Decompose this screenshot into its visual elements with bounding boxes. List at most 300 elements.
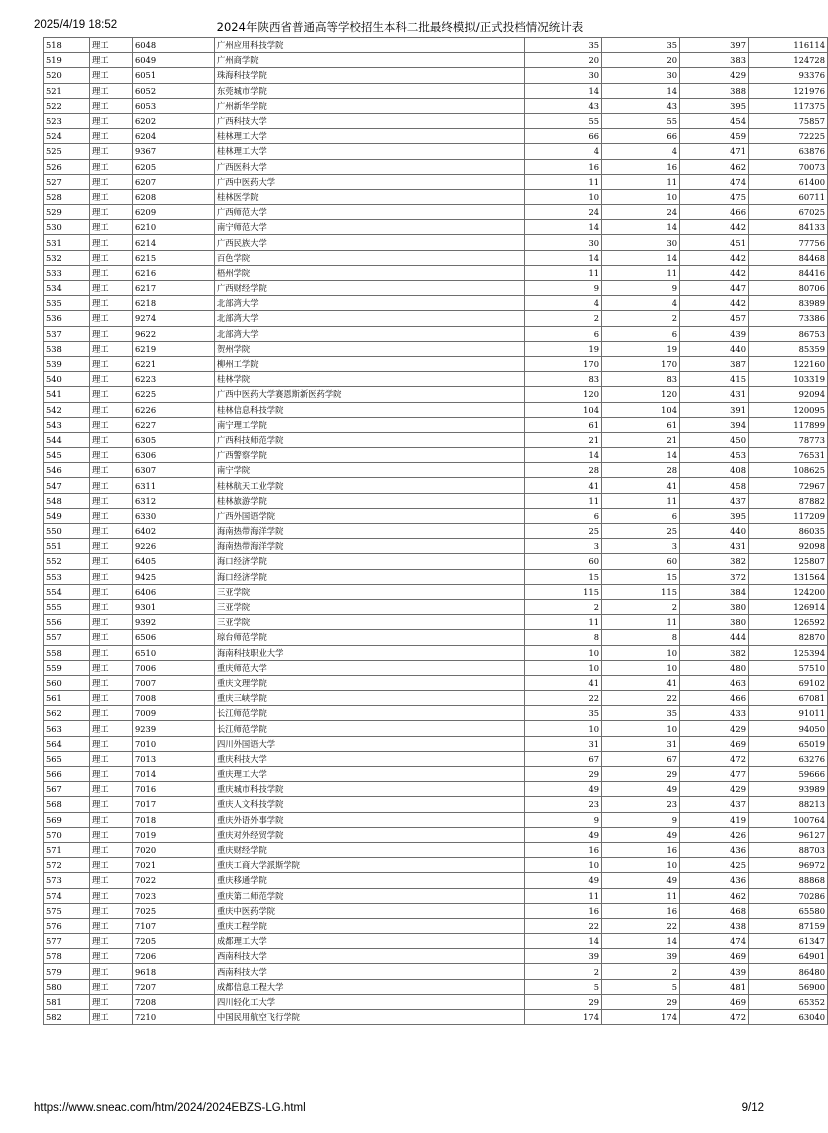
school-name-cell: 广州新华学院	[215, 98, 525, 113]
min-rank-cell: 93376	[749, 68, 828, 83]
category-cell: 理工	[90, 493, 133, 508]
category-cell: 理工	[90, 584, 133, 599]
table-row	[44, 372, 828, 387]
admitted-count-cell: 31	[602, 736, 680, 751]
category-cell: 理工	[90, 979, 133, 994]
category-cell: 理工	[90, 539, 133, 554]
admitted-count-cell: 49	[602, 873, 680, 888]
school-code-cell: 7016	[133, 782, 215, 797]
plan-count-cell: 115	[525, 584, 602, 599]
school-name-cell: 北部湾大学	[215, 311, 525, 326]
table-row	[44, 827, 828, 842]
table-row	[44, 782, 828, 797]
min-score-cell: 439	[680, 326, 749, 341]
plan-count-cell: 10	[525, 189, 602, 204]
plan-count-cell: 41	[525, 675, 602, 690]
school-name-cell: 重庆文理学院	[215, 675, 525, 690]
plan-count-cell: 10	[525, 660, 602, 675]
admitted-count-cell: 14	[602, 220, 680, 235]
row-index-cell: 519	[44, 53, 90, 68]
admitted-count-cell: 6	[602, 326, 680, 341]
table-row	[44, 964, 828, 979]
admitted-count-cell: 11	[602, 174, 680, 189]
admitted-count-cell: 4	[602, 144, 680, 159]
plan-count-cell: 4	[525, 144, 602, 159]
plan-count-cell: 14	[525, 250, 602, 265]
admitted-count-cell: 10	[602, 721, 680, 736]
school-code-cell: 7208	[133, 994, 215, 1009]
plan-count-cell: 66	[525, 129, 602, 144]
min-rank-cell: 70286	[749, 888, 828, 903]
school-code-cell: 6223	[133, 372, 215, 387]
admitted-count-cell: 4	[602, 296, 680, 311]
min-score-cell: 372	[680, 569, 749, 584]
category-cell: 理工	[90, 250, 133, 265]
row-index-cell: 578	[44, 949, 90, 964]
min-score-cell: 425	[680, 858, 749, 873]
school-name-cell: 重庆对外经贸学院	[215, 827, 525, 842]
admitted-count-cell: 10	[602, 645, 680, 660]
category-cell: 理工	[90, 858, 133, 873]
min-rank-cell: 60711	[749, 189, 828, 204]
admitted-count-cell: 15	[602, 569, 680, 584]
table-row	[44, 873, 828, 888]
school-code-cell: 6219	[133, 341, 215, 356]
min-rank-cell: 73386	[749, 311, 828, 326]
row-index-cell: 580	[44, 979, 90, 994]
school-name-cell: 三亚学院	[215, 615, 525, 630]
school-code-cell: 6202	[133, 113, 215, 128]
min-rank-cell: 87882	[749, 493, 828, 508]
min-score-cell: 382	[680, 645, 749, 660]
school-name-cell: 珠海科技学院	[215, 68, 525, 83]
table-row	[44, 68, 828, 83]
min-rank-cell: 126592	[749, 615, 828, 630]
school-code-cell: 7017	[133, 797, 215, 812]
category-cell: 理工	[90, 949, 133, 964]
row-index-cell: 574	[44, 888, 90, 903]
row-index-cell: 525	[44, 144, 90, 159]
school-code-cell: 7206	[133, 949, 215, 964]
admitted-count-cell: 61	[602, 417, 680, 432]
min-rank-cell: 82870	[749, 630, 828, 645]
row-index-cell: 581	[44, 994, 90, 1009]
table-row	[44, 38, 828, 53]
plan-count-cell: 8	[525, 630, 602, 645]
table-row	[44, 53, 828, 68]
admitted-count-cell: 41	[602, 675, 680, 690]
school-code-cell: 6311	[133, 478, 215, 493]
min-score-cell: 468	[680, 903, 749, 918]
table-row	[44, 691, 828, 706]
row-index-cell: 549	[44, 508, 90, 523]
min-rank-cell: 84133	[749, 220, 828, 235]
school-code-cell: 9622	[133, 326, 215, 341]
plan-count-cell: 2	[525, 311, 602, 326]
row-index-cell: 573	[44, 873, 90, 888]
school-code-cell: 6053	[133, 98, 215, 113]
admitted-count-cell: 14	[602, 83, 680, 98]
school-name-cell: 桂林旅游学院	[215, 493, 525, 508]
row-index-cell: 562	[44, 706, 90, 721]
min-score-cell: 429	[680, 68, 749, 83]
admitted-count-cell: 23	[602, 797, 680, 812]
min-rank-cell: 86753	[749, 326, 828, 341]
admitted-count-cell: 10	[602, 858, 680, 873]
table-row	[44, 356, 828, 371]
school-name-cell: 桂林信息科技学院	[215, 402, 525, 417]
category-cell: 理工	[90, 630, 133, 645]
school-code-cell: 6305	[133, 432, 215, 447]
row-index-cell: 540	[44, 372, 90, 387]
school-code-cell: 7014	[133, 767, 215, 782]
admission-table	[43, 37, 828, 1025]
school-code-cell: 6227	[133, 417, 215, 432]
row-index-cell: 565	[44, 751, 90, 766]
school-name-cell: 重庆财经学院	[215, 842, 525, 857]
table-row	[44, 159, 828, 174]
school-code-cell: 7205	[133, 934, 215, 949]
min-rank-cell: 121976	[749, 83, 828, 98]
admitted-count-cell: 29	[602, 767, 680, 782]
table-row	[44, 129, 828, 144]
school-name-cell: 广西科技师范学院	[215, 432, 525, 447]
plan-count-cell: 14	[525, 934, 602, 949]
min-rank-cell: 86035	[749, 524, 828, 539]
admitted-count-cell: 24	[602, 205, 680, 220]
plan-count-cell: 31	[525, 736, 602, 751]
school-name-cell: 海南科技职业大学	[215, 645, 525, 660]
category-cell: 理工	[90, 341, 133, 356]
row-index-cell: 551	[44, 539, 90, 554]
min-score-cell: 469	[680, 736, 749, 751]
school-code-cell: 6510	[133, 645, 215, 660]
school-code-cell: 9239	[133, 721, 215, 736]
plan-count-cell: 83	[525, 372, 602, 387]
school-code-cell: 7020	[133, 842, 215, 857]
row-index-cell: 579	[44, 964, 90, 979]
min-score-cell: 440	[680, 524, 749, 539]
table-row	[44, 326, 828, 341]
school-name-cell: 重庆城市科技学院	[215, 782, 525, 797]
min-rank-cell: 69102	[749, 675, 828, 690]
min-score-cell: 474	[680, 174, 749, 189]
admitted-count-cell: 49	[602, 827, 680, 842]
school-name-cell: 重庆师范大学	[215, 660, 525, 675]
admitted-count-cell: 30	[602, 235, 680, 250]
category-cell: 理工	[90, 235, 133, 250]
admitted-count-cell: 35	[602, 706, 680, 721]
table-row	[44, 250, 828, 265]
school-name-cell: 海南热带海洋学院	[215, 539, 525, 554]
school-name-cell: 南宁理工学院	[215, 417, 525, 432]
category-cell: 理工	[90, 113, 133, 128]
category-cell: 理工	[90, 144, 133, 159]
admitted-count-cell: 49	[602, 782, 680, 797]
row-index-cell: 559	[44, 660, 90, 675]
min-rank-cell: 124728	[749, 53, 828, 68]
admitted-count-cell: 20	[602, 53, 680, 68]
row-index-cell: 527	[44, 174, 90, 189]
school-name-cell: 西南科技大学	[215, 964, 525, 979]
min-rank-cell: 65580	[749, 903, 828, 918]
row-index-cell: 545	[44, 448, 90, 463]
plan-count-cell: 16	[525, 842, 602, 857]
school-name-cell: 百色学院	[215, 250, 525, 265]
table-row	[44, 842, 828, 857]
school-code-cell: 6205	[133, 159, 215, 174]
school-code-cell: 6214	[133, 235, 215, 250]
min-rank-cell: 96127	[749, 827, 828, 842]
min-rank-cell: 59666	[749, 767, 828, 782]
row-index-cell: 533	[44, 265, 90, 280]
school-name-cell: 成都信息工程大学	[215, 979, 525, 994]
min-score-cell: 442	[680, 296, 749, 311]
category-cell: 理工	[90, 903, 133, 918]
min-rank-cell: 76531	[749, 448, 828, 463]
min-rank-cell: 131564	[749, 569, 828, 584]
category-cell: 理工	[90, 751, 133, 766]
table-row	[44, 918, 828, 933]
row-index-cell: 535	[44, 296, 90, 311]
plan-count-cell: 49	[525, 827, 602, 842]
page-url: https://www.sneac.com/htm/2024/2024EBZS-LG.html	[34, 1102, 306, 1114]
school-code-cell: 9274	[133, 311, 215, 326]
min-score-cell: 471	[680, 144, 749, 159]
admitted-count-cell: 29	[602, 994, 680, 1009]
min-score-cell: 458	[680, 478, 749, 493]
school-name-cell: 桂林学院	[215, 372, 525, 387]
school-code-cell: 7007	[133, 675, 215, 690]
school-name-cell: 重庆理工大学	[215, 767, 525, 782]
min-rank-cell: 122160	[749, 356, 828, 371]
school-name-cell: 海口经济学院	[215, 554, 525, 569]
min-score-cell: 383	[680, 53, 749, 68]
plan-count-cell: 120	[525, 387, 602, 402]
min-score-cell: 436	[680, 842, 749, 857]
row-index-cell: 548	[44, 493, 90, 508]
school-name-cell: 北部湾大学	[215, 296, 525, 311]
table-row	[44, 569, 828, 584]
min-score-cell: 481	[680, 979, 749, 994]
row-index-cell: 530	[44, 220, 90, 235]
min-rank-cell: 117899	[749, 417, 828, 432]
table-row	[44, 751, 828, 766]
school-code-cell: 7023	[133, 888, 215, 903]
admitted-count-cell: 9	[602, 812, 680, 827]
school-name-cell: 重庆第二师范学院	[215, 888, 525, 903]
plan-count-cell: 35	[525, 38, 602, 53]
min-score-cell: 480	[680, 660, 749, 675]
row-index-cell: 538	[44, 341, 90, 356]
admitted-count-cell: 11	[602, 888, 680, 903]
category-cell: 理工	[90, 326, 133, 341]
row-index-cell: 553	[44, 569, 90, 584]
plan-count-cell: 5	[525, 979, 602, 994]
admitted-count-cell: 10	[602, 189, 680, 204]
admitted-count-cell: 120	[602, 387, 680, 402]
table-row	[44, 858, 828, 873]
school-name-cell: 重庆移通学院	[215, 873, 525, 888]
category-cell: 理工	[90, 964, 133, 979]
school-code-cell: 9392	[133, 615, 215, 630]
plan-count-cell: 39	[525, 949, 602, 964]
table-row	[44, 949, 828, 964]
min-rank-cell: 88703	[749, 842, 828, 857]
plan-count-cell: 29	[525, 767, 602, 782]
school-name-cell: 重庆工程学院	[215, 918, 525, 933]
plan-count-cell: 4	[525, 296, 602, 311]
school-code-cell: 7210	[133, 1010, 215, 1025]
row-index-cell: 556	[44, 615, 90, 630]
table-row	[44, 311, 828, 326]
school-code-cell: 7009	[133, 706, 215, 721]
row-index-cell: 569	[44, 812, 90, 827]
category-cell: 理工	[90, 873, 133, 888]
row-index-cell: 577	[44, 934, 90, 949]
row-index-cell: 529	[44, 205, 90, 220]
plan-count-cell: 6	[525, 508, 602, 523]
min-score-cell: 380	[680, 599, 749, 614]
table-row	[44, 508, 828, 523]
row-index-cell: 518	[44, 38, 90, 53]
category-cell: 理工	[90, 387, 133, 402]
row-index-cell: 546	[44, 463, 90, 478]
school-name-cell: 重庆中医药学院	[215, 903, 525, 918]
school-code-cell: 7019	[133, 827, 215, 842]
school-name-cell: 广州应用科技学院	[215, 38, 525, 53]
school-code-cell: 6218	[133, 296, 215, 311]
plan-count-cell: 174	[525, 1010, 602, 1025]
admitted-count-cell: 2	[602, 311, 680, 326]
min-score-cell: 395	[680, 98, 749, 113]
min-rank-cell: 87159	[749, 918, 828, 933]
admitted-count-cell: 11	[602, 493, 680, 508]
school-name-cell: 梧州学院	[215, 265, 525, 280]
school-name-cell: 东莞城市学院	[215, 83, 525, 98]
min-rank-cell: 72225	[749, 129, 828, 144]
category-cell: 理工	[90, 508, 133, 523]
row-index-cell: 554	[44, 584, 90, 599]
admitted-count-cell: 8	[602, 630, 680, 645]
row-index-cell: 526	[44, 159, 90, 174]
table-row	[44, 994, 828, 1009]
category-cell: 理工	[90, 159, 133, 174]
admitted-count-cell: 39	[602, 949, 680, 964]
min-score-cell: 442	[680, 220, 749, 235]
plan-count-cell: 2	[525, 964, 602, 979]
school-code-cell: 6215	[133, 250, 215, 265]
plan-count-cell: 14	[525, 220, 602, 235]
row-index-cell: 521	[44, 83, 90, 98]
table-row	[44, 539, 828, 554]
row-index-cell: 542	[44, 402, 90, 417]
category-cell: 理工	[90, 767, 133, 782]
plan-count-cell: 10	[525, 645, 602, 660]
plan-count-cell: 16	[525, 159, 602, 174]
row-index-cell: 532	[44, 250, 90, 265]
admitted-count-cell: 60	[602, 554, 680, 569]
min-score-cell: 475	[680, 189, 749, 204]
row-index-cell: 557	[44, 630, 90, 645]
category-cell: 理工	[90, 417, 133, 432]
row-index-cell: 550	[44, 524, 90, 539]
min-score-cell: 466	[680, 691, 749, 706]
school-name-cell: 重庆外语外事学院	[215, 812, 525, 827]
category-cell: 理工	[90, 265, 133, 280]
row-index-cell: 567	[44, 782, 90, 797]
min-rank-cell: 67081	[749, 691, 828, 706]
row-index-cell: 564	[44, 736, 90, 751]
admitted-count-cell: 83	[602, 372, 680, 387]
min-rank-cell: 56900	[749, 979, 828, 994]
table-row	[44, 205, 828, 220]
plan-count-cell: 11	[525, 174, 602, 189]
school-name-cell: 广西医科大学	[215, 159, 525, 174]
min-score-cell: 469	[680, 994, 749, 1009]
school-name-cell: 南宁学院	[215, 463, 525, 478]
admitted-count-cell: 14	[602, 448, 680, 463]
table-row	[44, 706, 828, 721]
school-name-cell: 重庆科技大学	[215, 751, 525, 766]
row-index-cell: 566	[44, 767, 90, 782]
row-index-cell: 568	[44, 797, 90, 812]
min-score-cell: 431	[680, 539, 749, 554]
min-rank-cell: 108625	[749, 463, 828, 478]
school-code-cell: 6049	[133, 53, 215, 68]
min-rank-cell: 84468	[749, 250, 828, 265]
plan-count-cell: 49	[525, 873, 602, 888]
category-cell: 理工	[90, 736, 133, 751]
admitted-count-cell: 9	[602, 281, 680, 296]
school-code-cell: 6216	[133, 265, 215, 280]
school-name-cell: 广西师范大学	[215, 205, 525, 220]
category-cell: 理工	[90, 356, 133, 371]
min-rank-cell: 120095	[749, 402, 828, 417]
school-code-cell: 7008	[133, 691, 215, 706]
min-score-cell: 442	[680, 250, 749, 265]
row-index-cell: 543	[44, 417, 90, 432]
category-cell: 理工	[90, 98, 133, 113]
school-code-cell: 7021	[133, 858, 215, 873]
row-index-cell: 524	[44, 129, 90, 144]
category-cell: 理工	[90, 615, 133, 630]
plan-count-cell: 29	[525, 994, 602, 1009]
min-rank-cell: 63276	[749, 751, 828, 766]
table-row	[44, 113, 828, 128]
row-index-cell: 561	[44, 691, 90, 706]
category-cell: 理工	[90, 524, 133, 539]
table-row	[44, 144, 828, 159]
min-score-cell: 466	[680, 205, 749, 220]
admitted-count-cell: 21	[602, 432, 680, 447]
min-rank-cell: 63040	[749, 1010, 828, 1025]
admitted-count-cell: 2	[602, 599, 680, 614]
plan-count-cell: 6	[525, 326, 602, 341]
school-code-cell: 6209	[133, 205, 215, 220]
school-name-cell: 海南热带海洋学院	[215, 524, 525, 539]
school-code-cell: 9618	[133, 964, 215, 979]
table-row	[44, 888, 828, 903]
table-row	[44, 797, 828, 812]
table-row	[44, 341, 828, 356]
admitted-count-cell: 28	[602, 463, 680, 478]
school-code-cell: 9226	[133, 539, 215, 554]
category-cell: 理工	[90, 220, 133, 235]
school-name-cell: 北部湾大学	[215, 326, 525, 341]
min-score-cell: 454	[680, 113, 749, 128]
school-code-cell: 6052	[133, 83, 215, 98]
